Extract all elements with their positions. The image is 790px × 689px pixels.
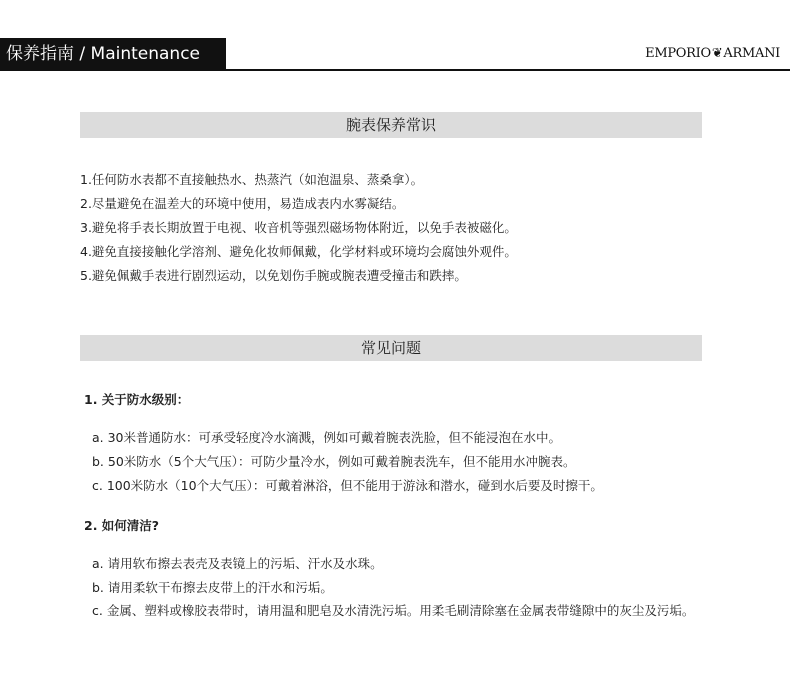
care-item-5: 5.避免佩戴手表进行剧烈运动，以免划伤手腕或腕表遭受撞击和跌摔。: [80, 268, 467, 283]
faq-question-1: 1. 关于防水级别：: [84, 392, 190, 407]
section-heading-care: 腕表保养常识: [80, 112, 702, 138]
header-divider: [0, 69, 790, 71]
care-item-3: 3.避免将手表长期放置于电视、收音机等强烈磁场物体附近，以免手表被磁化。: [80, 220, 517, 235]
faq-question-2: 2. 如何清洁?: [84, 518, 160, 533]
faq-answer-1b: b. 50米防水（5个大气压）：可防少量冷水，例如可戴着腕表洗车，但不能用水冲腕表。: [92, 454, 576, 469]
care-item-1: 1.任何防水表都不直接触热水、热蒸汽（如泡温泉、蒸桑拿）。: [80, 172, 424, 187]
faq-answer-1a: a. 30米普通防水：可承受轻度冷水滴溅，例如可戴着腕表洗脸，但不能浸泡在水中。: [92, 430, 562, 445]
eagle-icon: ❦: [711, 46, 723, 61]
faq-answer-1c: c. 100米防水（10个大气压）：可戴着淋浴，但不能用于游泳和潜水，碰到水后要及时擦干。: [92, 478, 603, 493]
faq-answer-2b: b. 请用柔软干布擦去皮带上的汗水和污垢。: [92, 580, 333, 595]
page-title: 保养指南 / Maintenance: [0, 38, 226, 70]
brand-name-left: EMPORIO: [645, 46, 711, 61]
faq-answer-2c: c. 金属、塑料或橡胶表带时，请用温和肥皂及水清洗污垢。用柔毛刷清除塞在金属表带缝隙中的灰尘及污垢。: [92, 603, 695, 618]
page-header: [0, 38, 790, 72]
faq-answer-2a: a. 请用软布擦去表壳及表镜上的污垢、汗水及水珠。: [92, 556, 383, 571]
care-item-4: 4.避免直接接触化学溶剂、避免化妆师佩戴，化学材料或环境均会腐蚀外观件。: [80, 244, 517, 259]
section-heading-faq: 常见问题: [80, 335, 702, 361]
care-item-2: 2.尽量避免在温差大的环境中使用，易造成表内水雾凝结。: [80, 196, 405, 211]
brand-logo: [645, 46, 780, 61]
brand-name-right: ARMANI: [723, 46, 780, 61]
